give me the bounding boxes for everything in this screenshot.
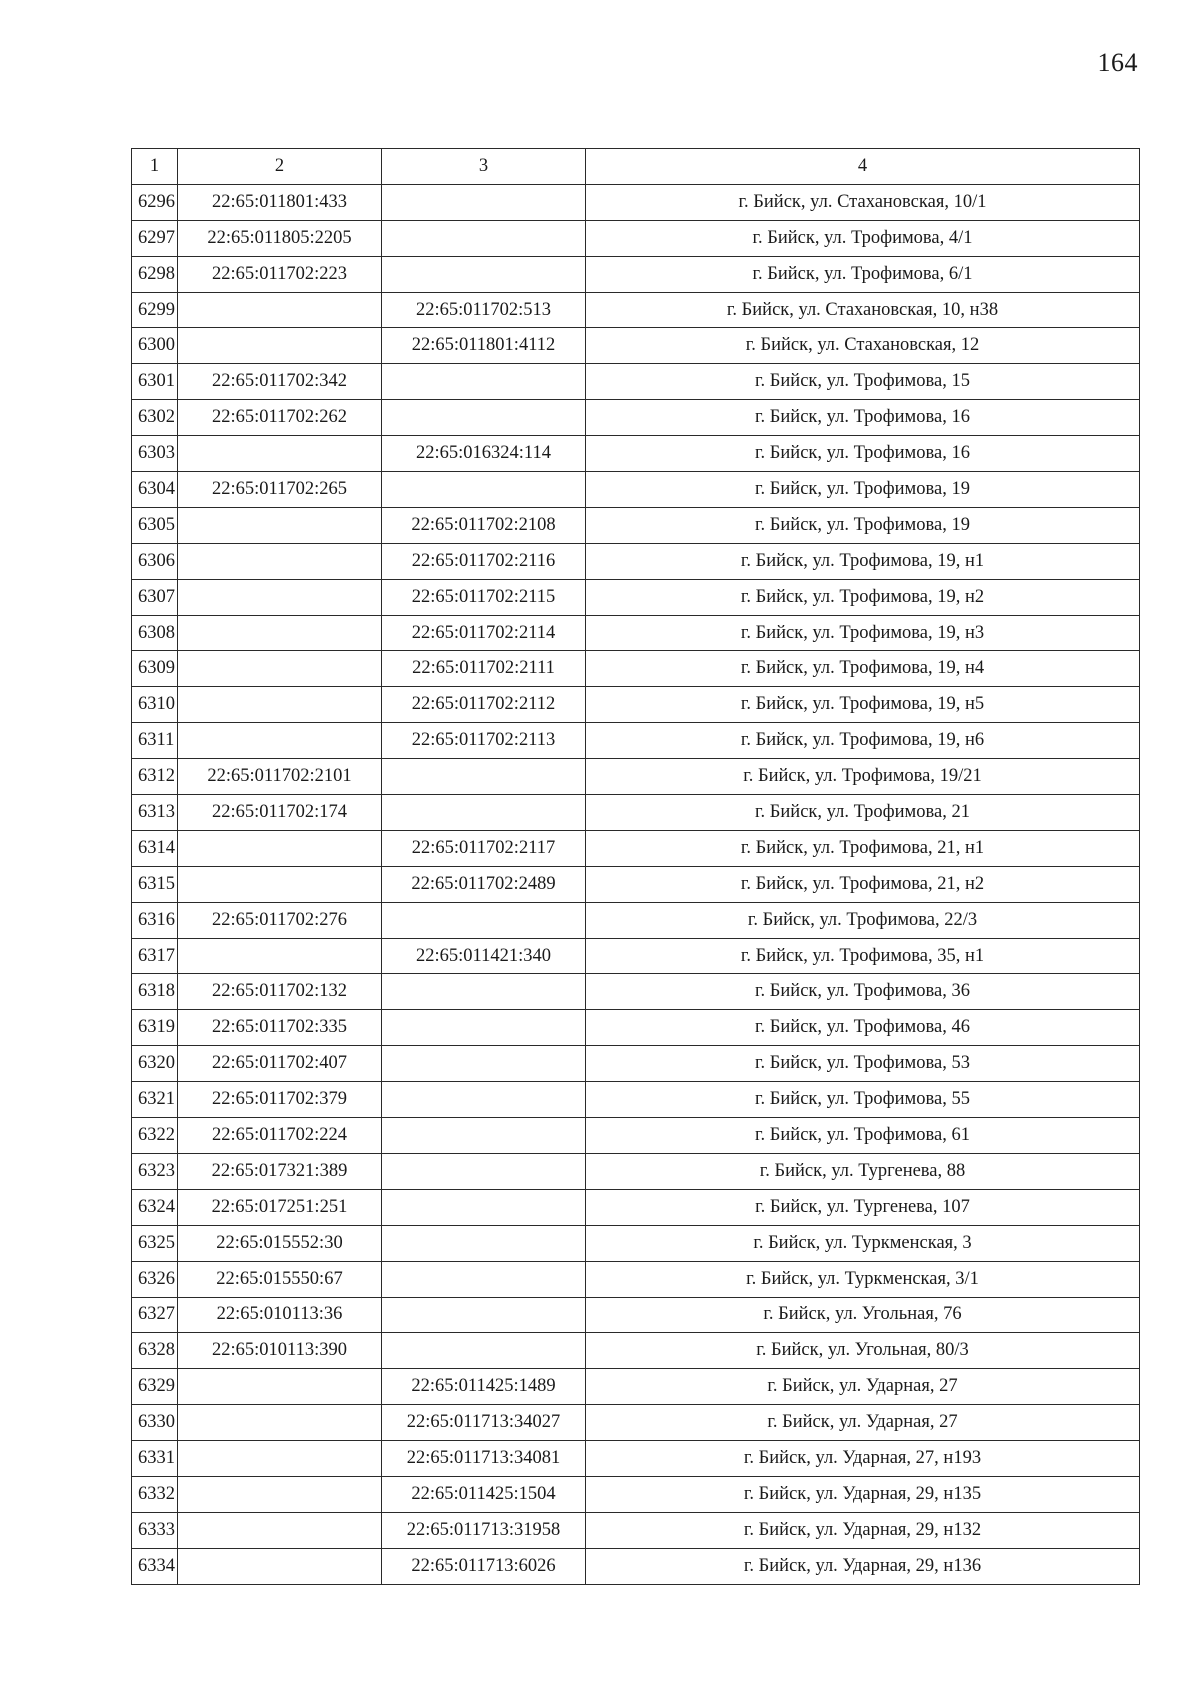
address-cell: г. Бийск, ул. Трофимова, 21, н1 xyxy=(586,830,1140,866)
cadastral-number-cell: 22:65:015552:30 xyxy=(178,1225,382,1261)
cadastral-number-cell xyxy=(178,328,382,364)
cadastral-number-cell: 22:65:011702:262 xyxy=(178,400,382,436)
table-row xyxy=(132,974,1140,1010)
building-cadastral-number-cell xyxy=(382,902,586,938)
address-cell: г. Бийск, ул. Ударная, 27 xyxy=(586,1369,1140,1405)
table-row xyxy=(132,1082,1140,1118)
address-cell: г. Бийск, ул. Ударная, 27 xyxy=(586,1405,1140,1441)
table-body xyxy=(132,184,1140,1584)
table-row xyxy=(132,723,1140,759)
address-cell: г. Бийск, ул. Трофимова, 19/21 xyxy=(586,759,1140,795)
table-row xyxy=(132,795,1140,831)
building-cadastral-number-cell xyxy=(382,1261,586,1297)
table-row xyxy=(132,400,1140,436)
table-row xyxy=(132,1010,1140,1046)
building-cadastral-number-cell xyxy=(382,795,586,831)
address-cell: г. Бийск, ул. Угольная, 76 xyxy=(586,1297,1140,1333)
building-cadastral-number-cell xyxy=(382,1153,586,1189)
cadastral-number-cell: 22:65:011702:276 xyxy=(178,902,382,938)
row-number-cell: 6325 xyxy=(132,1225,178,1261)
row-number-cell: 6324 xyxy=(132,1189,178,1225)
building-cadastral-number-cell xyxy=(382,1333,586,1369)
building-cadastral-number-cell: 22:65:016324:114 xyxy=(382,436,586,472)
table-row xyxy=(132,759,1140,795)
row-number-cell: 6303 xyxy=(132,436,178,472)
address-cell: г. Бийск, ул. Трофимова, 19, н4 xyxy=(586,651,1140,687)
building-cadastral-number-cell xyxy=(382,1225,586,1261)
row-number-cell: 6307 xyxy=(132,579,178,615)
table-row xyxy=(132,687,1140,723)
building-cadastral-number-cell xyxy=(382,1046,586,1082)
table-row xyxy=(132,579,1140,615)
row-number-cell: 6333 xyxy=(132,1512,178,1548)
table-row xyxy=(132,1189,1140,1225)
address-cell: г. Бийск, ул. Трофимова, 55 xyxy=(586,1082,1140,1118)
address-cell: г. Бийск, ул. Ударная, 27, н193 xyxy=(586,1441,1140,1477)
building-cadastral-number-cell xyxy=(382,400,586,436)
cadastral-number-cell: 22:65:011801:433 xyxy=(178,184,382,220)
address-cell: г. Бийск, ул. Трофимова, 16 xyxy=(586,400,1140,436)
row-number-cell: 6316 xyxy=(132,902,178,938)
building-cadastral-number-cell xyxy=(382,1297,586,1333)
table-row xyxy=(132,1548,1140,1584)
address-cell: г. Бийск, ул. Трофимова, 19, н6 xyxy=(586,723,1140,759)
table-row xyxy=(132,184,1140,220)
row-number-cell: 6327 xyxy=(132,1297,178,1333)
column-header-2: 2 xyxy=(178,149,382,185)
row-number-cell: 6309 xyxy=(132,651,178,687)
building-cadastral-number-cell xyxy=(382,1082,586,1118)
building-cadastral-number-cell: 22:65:011702:2489 xyxy=(382,866,586,902)
table-row xyxy=(132,436,1140,472)
address-cell: г. Бийск, ул. Трофимова, 19, н3 xyxy=(586,615,1140,651)
cadastral-number-cell xyxy=(178,1512,382,1548)
cadastral-number-cell xyxy=(178,1405,382,1441)
building-cadastral-number-cell: 22:65:011702:2117 xyxy=(382,830,586,866)
address-cell: г. Бийск, ул. Трофимова, 53 xyxy=(586,1046,1140,1082)
cadastral-number-cell xyxy=(178,543,382,579)
cadastral-number-cell: 22:65:011702:379 xyxy=(178,1082,382,1118)
address-cell: г. Бийск, ул. Трофимова, 46 xyxy=(586,1010,1140,1046)
table-row xyxy=(132,364,1140,400)
table-row xyxy=(132,1118,1140,1154)
address-cell: г. Бийск, ул. Трофимова, 22/3 xyxy=(586,902,1140,938)
table-row xyxy=(132,292,1140,328)
table-row xyxy=(132,866,1140,902)
row-number-cell: 6315 xyxy=(132,866,178,902)
cadastral-number-cell xyxy=(178,615,382,651)
table-row xyxy=(132,256,1140,292)
cadastral-number-cell xyxy=(178,507,382,543)
building-cadastral-number-cell: 22:65:011713:34081 xyxy=(382,1441,586,1477)
table-row xyxy=(132,1512,1140,1548)
row-number-cell: 6302 xyxy=(132,400,178,436)
building-cadastral-number-cell xyxy=(382,1189,586,1225)
building-cadastral-number-cell xyxy=(382,256,586,292)
row-number-cell: 6330 xyxy=(132,1405,178,1441)
cadastral-number-cell: 22:65:011702:224 xyxy=(178,1118,382,1154)
table-row xyxy=(132,328,1140,364)
building-cadastral-number-cell xyxy=(382,1118,586,1154)
cadastral-number-cell: 22:65:011702:174 xyxy=(178,795,382,831)
address-cell: г. Бийск, ул. Трофимова, 19 xyxy=(586,472,1140,508)
building-cadastral-number-cell: 22:65:011702:2111 xyxy=(382,651,586,687)
address-cell: г. Бийск, ул. Трофимова, 19, н2 xyxy=(586,579,1140,615)
address-cell: г. Бийск, ул. Трофимова, 4/1 xyxy=(586,220,1140,256)
table-row xyxy=(132,1369,1140,1405)
cadastral-number-cell xyxy=(178,830,382,866)
table-row xyxy=(132,1476,1140,1512)
table-row xyxy=(132,1405,1140,1441)
table-row xyxy=(132,1333,1140,1369)
cadastral-number-cell: 22:65:017251:251 xyxy=(178,1189,382,1225)
cadastral-number-cell xyxy=(178,436,382,472)
cadastral-number-cell: 22:65:015550:67 xyxy=(178,1261,382,1297)
cadastral-number-cell: 22:65:010113:36 xyxy=(178,1297,382,1333)
cadastral-number-cell: 22:65:010113:390 xyxy=(178,1333,382,1369)
column-header-1: 1 xyxy=(132,149,178,185)
table-row xyxy=(132,507,1140,543)
cadastral-number-cell: 22:65:011702:132 xyxy=(178,974,382,1010)
address-cell: г. Бийск, ул. Трофимова, 19, н1 xyxy=(586,543,1140,579)
address-cell: г. Бийск, ул. Угольная, 80/3 xyxy=(586,1333,1140,1369)
cadastral-number-cell xyxy=(178,866,382,902)
address-cell: г. Бийск, ул. Трофимова, 16 xyxy=(586,436,1140,472)
row-number-cell: 6310 xyxy=(132,687,178,723)
row-number-cell: 6301 xyxy=(132,364,178,400)
row-number-cell: 6317 xyxy=(132,938,178,974)
building-cadastral-number-cell: 22:65:011713:34027 xyxy=(382,1405,586,1441)
cadastral-number-cell xyxy=(178,1476,382,1512)
address-cell: г. Бийск, ул. Трофимова, 61 xyxy=(586,1118,1140,1154)
table-row xyxy=(132,472,1140,508)
table-row xyxy=(132,651,1140,687)
cadastral-number-cell xyxy=(178,579,382,615)
cadastral-number-cell: 22:65:011805:2205 xyxy=(178,220,382,256)
cadastral-number-cell: 22:65:011702:2101 xyxy=(178,759,382,795)
row-number-cell: 6326 xyxy=(132,1261,178,1297)
table-row xyxy=(132,1153,1140,1189)
building-cadastral-number-cell xyxy=(382,220,586,256)
building-cadastral-number-cell: 22:65:011702:2112 xyxy=(382,687,586,723)
building-cadastral-number-cell: 22:65:011702:513 xyxy=(382,292,586,328)
row-number-cell: 6300 xyxy=(132,328,178,364)
building-cadastral-number-cell: 22:65:011713:31958 xyxy=(382,1512,586,1548)
building-cadastral-number-cell: 22:65:011425:1489 xyxy=(382,1369,586,1405)
building-cadastral-number-cell: 22:65:011421:340 xyxy=(382,938,586,974)
address-cell: г. Бийск, ул. Трофимова, 19 xyxy=(586,507,1140,543)
row-number-cell: 6321 xyxy=(132,1082,178,1118)
table-row xyxy=(132,615,1140,651)
table-row xyxy=(132,938,1140,974)
address-cell: г. Бийск, ул. Трофимова, 15 xyxy=(586,364,1140,400)
cadastral-number-cell: 22:65:011702:265 xyxy=(178,472,382,508)
address-cell: г. Бийск, ул. Ударная, 29, н132 xyxy=(586,1512,1140,1548)
property-table xyxy=(131,148,1140,1585)
table-row xyxy=(132,830,1140,866)
row-number-cell: 6297 xyxy=(132,220,178,256)
cadastral-number-cell xyxy=(178,651,382,687)
building-cadastral-number-cell xyxy=(382,974,586,1010)
address-cell: г. Бийск, ул. Трофимова, 19, н5 xyxy=(586,687,1140,723)
address-cell: г. Бийск, ул. Ударная, 29, н136 xyxy=(586,1548,1140,1584)
row-number-cell: 6328 xyxy=(132,1333,178,1369)
cadastral-number-cell: 22:65:011702:342 xyxy=(178,364,382,400)
table-header-row xyxy=(132,149,1140,185)
row-number-cell: 6334 xyxy=(132,1548,178,1584)
building-cadastral-number-cell xyxy=(382,364,586,400)
building-cadastral-number-cell: 22:65:011702:2114 xyxy=(382,615,586,651)
cadastral-number-cell xyxy=(178,938,382,974)
column-header-4: 4 xyxy=(586,149,1140,185)
building-cadastral-number-cell: 22:65:011702:2113 xyxy=(382,723,586,759)
address-cell: г. Бийск, ул. Стахановская, 12 xyxy=(586,328,1140,364)
address-cell: г. Бийск, ул. Трофимова, 21, н2 xyxy=(586,866,1140,902)
cadastral-number-cell: 22:65:017321:389 xyxy=(178,1153,382,1189)
table-row xyxy=(132,1441,1140,1477)
table-row xyxy=(132,1046,1140,1082)
cadastral-number-cell: 22:65:011702:223 xyxy=(178,256,382,292)
address-cell: г. Бийск, ул. Тургенева, 107 xyxy=(586,1189,1140,1225)
address-cell: г. Бийск, ул. Трофимова, 21 xyxy=(586,795,1140,831)
row-number-cell: 6312 xyxy=(132,759,178,795)
row-number-cell: 6298 xyxy=(132,256,178,292)
table-row xyxy=(132,1297,1140,1333)
row-number-cell: 6319 xyxy=(132,1010,178,1046)
address-cell: г. Бийск, ул. Туркменская, 3 xyxy=(586,1225,1140,1261)
building-cadastral-number-cell xyxy=(382,1010,586,1046)
address-cell: г. Бийск, ул. Трофимова, 35, н1 xyxy=(586,938,1140,974)
row-number-cell: 6314 xyxy=(132,830,178,866)
table-row xyxy=(132,1225,1140,1261)
building-cadastral-number-cell: 22:65:011801:4112 xyxy=(382,328,586,364)
cadastral-number-cell xyxy=(178,1441,382,1477)
address-cell: г. Бийск, ул. Ударная, 29, н135 xyxy=(586,1476,1140,1512)
row-number-cell: 6305 xyxy=(132,507,178,543)
building-cadastral-number-cell: 22:65:011425:1504 xyxy=(382,1476,586,1512)
building-cadastral-number-cell: 22:65:011713:6026 xyxy=(382,1548,586,1584)
row-number-cell: 6308 xyxy=(132,615,178,651)
building-cadastral-number-cell xyxy=(382,472,586,508)
address-cell: г. Бийск, ул. Стахановская, 10, н38 xyxy=(586,292,1140,328)
cadastral-number-cell xyxy=(178,292,382,328)
building-cadastral-number-cell: 22:65:011702:2115 xyxy=(382,579,586,615)
row-number-cell: 6318 xyxy=(132,974,178,1010)
column-header-3: 3 xyxy=(382,149,586,185)
table-row xyxy=(132,902,1140,938)
row-number-cell: 6331 xyxy=(132,1441,178,1477)
row-number-cell: 6296 xyxy=(132,184,178,220)
row-number-cell: 6329 xyxy=(132,1369,178,1405)
address-cell: г. Бийск, ул. Тургенева, 88 xyxy=(586,1153,1140,1189)
row-number-cell: 6304 xyxy=(132,472,178,508)
row-number-cell: 6322 xyxy=(132,1118,178,1154)
page-number: 164 xyxy=(1097,48,1138,77)
row-number-cell: 6320 xyxy=(132,1046,178,1082)
cadastral-number-cell xyxy=(178,1369,382,1405)
building-cadastral-number-cell: 22:65:011702:2116 xyxy=(382,543,586,579)
building-cadastral-number-cell xyxy=(382,184,586,220)
table-row xyxy=(132,543,1140,579)
cadastral-number-cell xyxy=(178,1548,382,1584)
building-cadastral-number-cell xyxy=(382,759,586,795)
row-number-cell: 6323 xyxy=(132,1153,178,1189)
cadastral-number-cell: 22:65:011702:335 xyxy=(178,1010,382,1046)
address-cell: г. Бийск, ул. Трофимова, 36 xyxy=(586,974,1140,1010)
cadastral-number-cell xyxy=(178,687,382,723)
row-number-cell: 6306 xyxy=(132,543,178,579)
cadastral-number-cell xyxy=(178,723,382,759)
cadastral-number-cell: 22:65:011702:407 xyxy=(178,1046,382,1082)
row-number-cell: 6311 xyxy=(132,723,178,759)
address-cell: г. Бийск, ул. Туркменская, 3/1 xyxy=(586,1261,1140,1297)
table-row xyxy=(132,1261,1140,1297)
row-number-cell: 6332 xyxy=(132,1476,178,1512)
address-cell: г. Бийск, ул. Трофимова, 6/1 xyxy=(586,256,1140,292)
table-row xyxy=(132,220,1140,256)
building-cadastral-number-cell: 22:65:011702:2108 xyxy=(382,507,586,543)
row-number-cell: 6299 xyxy=(132,292,178,328)
address-cell: г. Бийск, ул. Стахановская, 10/1 xyxy=(586,184,1140,220)
row-number-cell: 6313 xyxy=(132,795,178,831)
